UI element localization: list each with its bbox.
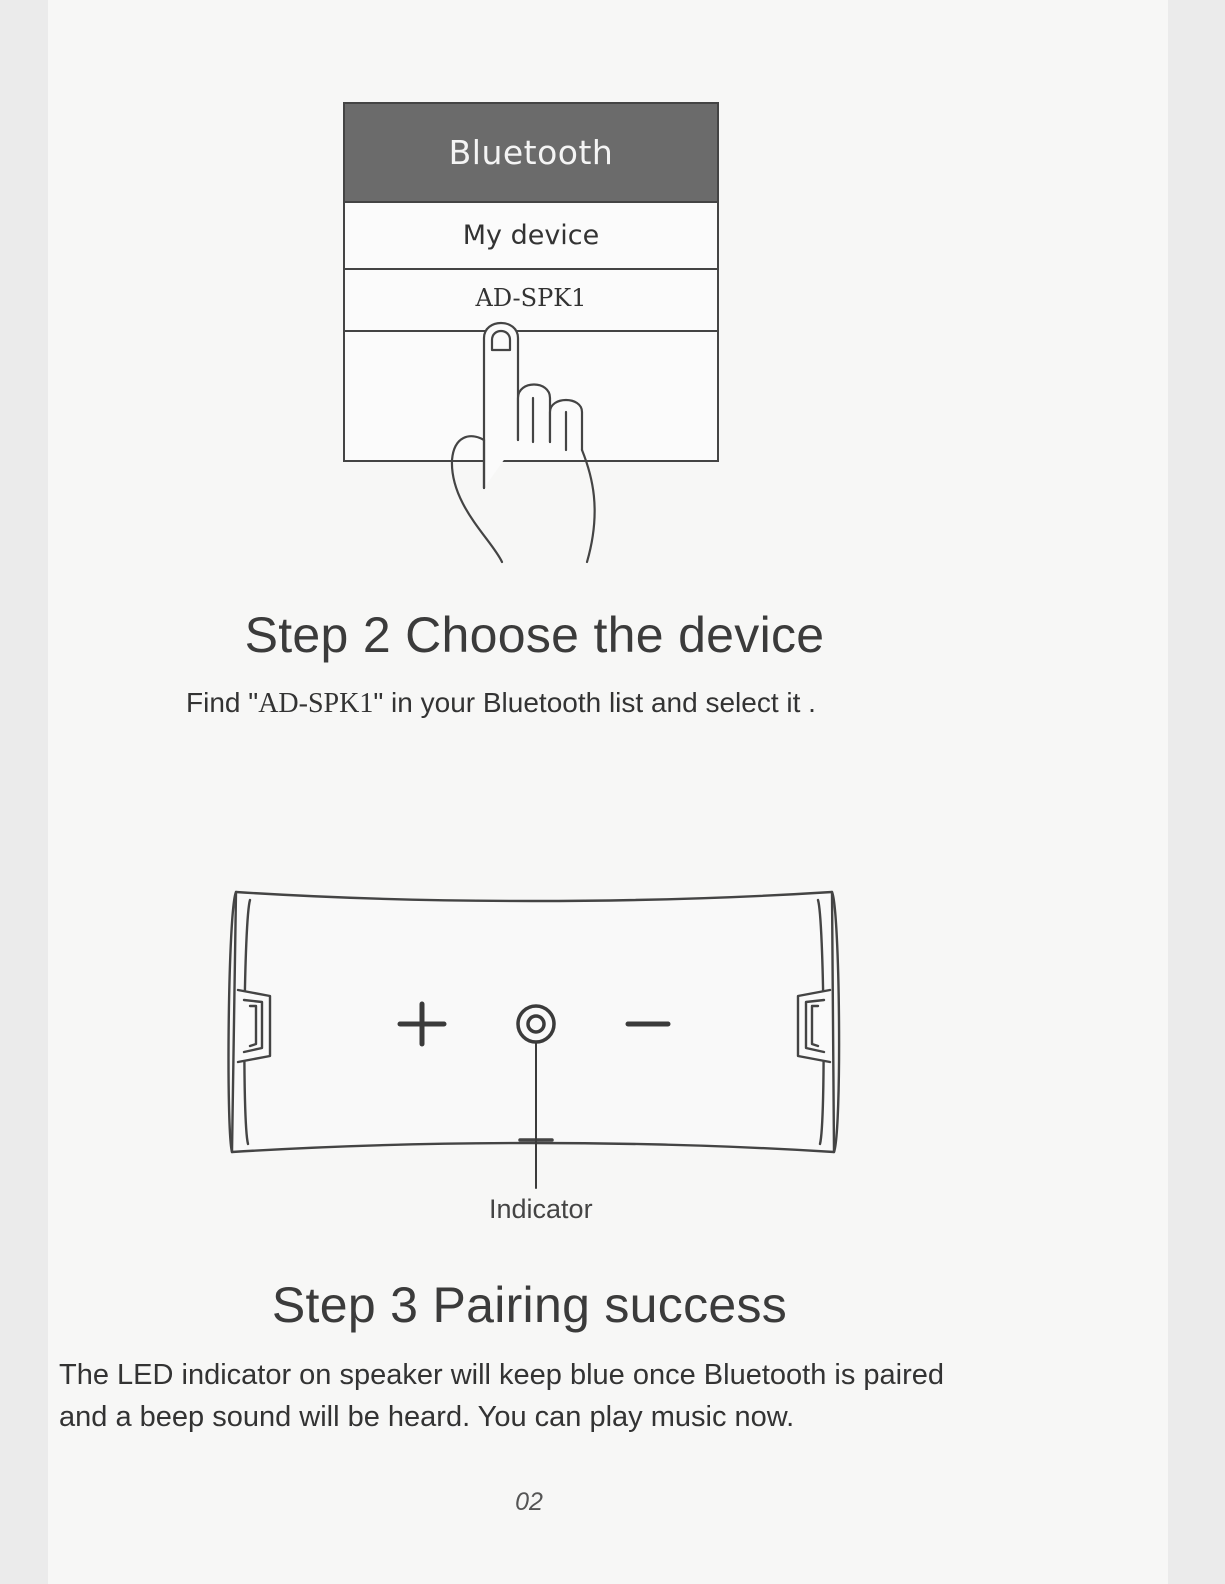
- hand-tap-icon: [432, 300, 632, 570]
- step3-title: Step 3 Pairing success: [271, 1277, 788, 1333]
- plus-icon[interactable]: [400, 1004, 444, 1044]
- device-list-item[interactable]: AD-SPK1: [345, 270, 717, 332]
- page-number: 02: [515, 1488, 543, 1516]
- step3-desc-line2: and a beep sound will be heard. You can play music now.: [59, 1401, 795, 1433]
- step2-desc-device: AD-SPK1: [258, 688, 374, 719]
- power-icon[interactable]: [518, 1006, 554, 1042]
- step2-desc-part1: Find ": [186, 687, 259, 718]
- speaker-controls: [392, 998, 692, 1198]
- step2-description: [186, 687, 816, 720]
- step3-desc-line1: The LED indicator on speaker will keep blue once Bluetooth is paired: [59, 1359, 945, 1391]
- step2-title: Step 2 Choose the device: [244, 607, 825, 663]
- indicator-label: Indicator: [489, 1194, 593, 1224]
- bluetooth-header: Bluetooth: [345, 104, 717, 203]
- step3-description: [59, 1354, 1069, 1438]
- my-device-section: My device: [345, 203, 717, 270]
- step2-desc-part2: " in your Bluetooth list and select it .: [373, 687, 816, 718]
